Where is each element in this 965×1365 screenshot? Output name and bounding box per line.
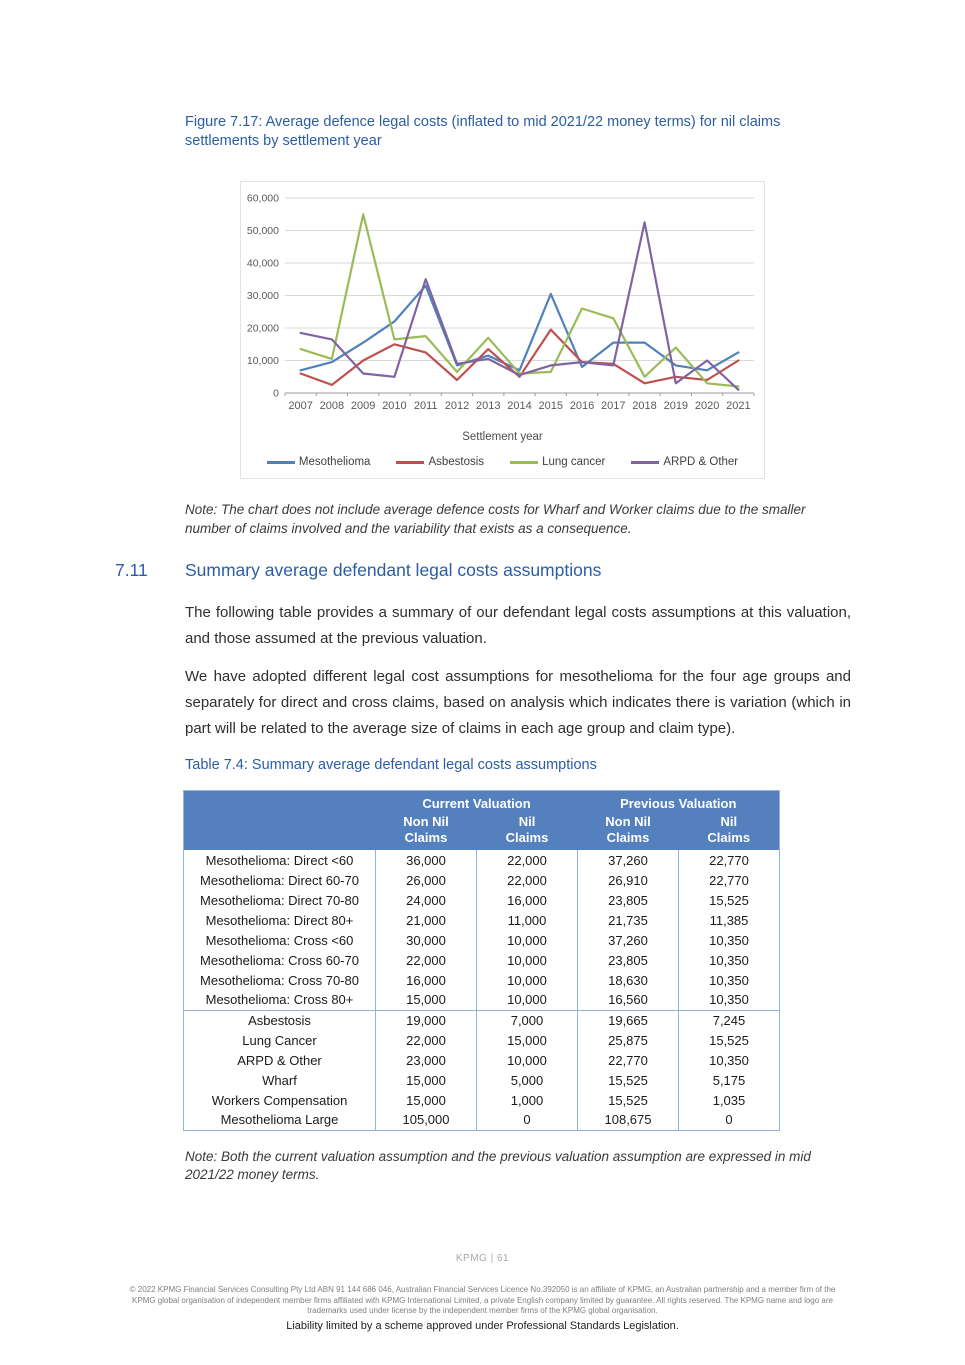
x-tick-label: 2017	[601, 400, 626, 412]
table-header	[184, 791, 780, 851]
table-note: Note: Both the current valuation assumption and the previous valuation assumption are expressed in mid 2021/22 money terms.	[185, 1148, 811, 1182]
paragraph: We have adopted different legal cost assumptions for mesothelioma for the four age groups and separately for direct and cross claims, based on analysis which indicates there is variation (which in part will be related to the average size of claims in each age group and claim type).	[185, 668, 851, 737]
x-tick-label: 2018	[632, 400, 657, 412]
x-tick-label: 2021	[726, 400, 751, 412]
value-cell: 22,770	[679, 850, 780, 870]
value-cell: 36,000	[376, 850, 477, 870]
row-label: Mesothelioma: Cross 70-80	[184, 970, 376, 990]
column-sub-header: Non Nil Claims	[578, 813, 679, 850]
table-row	[184, 1070, 780, 1090]
chart-legend	[241, 456, 764, 468]
table-row	[184, 1030, 780, 1050]
value-cell: 23,000	[376, 1050, 477, 1070]
legend-label: Lung cancer	[542, 456, 606, 468]
series-line-asbestosis	[301, 330, 739, 385]
value-cell: 15,525	[578, 1070, 679, 1090]
column-group-header: Current Valuation	[376, 791, 578, 814]
y-tick-label: 50,000	[246, 225, 279, 237]
value-cell: 26,910	[578, 870, 679, 890]
legend-item	[267, 456, 371, 468]
value-cell: 10,000	[477, 990, 578, 1010]
value-cell: 0	[679, 1110, 780, 1130]
figure-caption: Figure 7.17: Average defence legal costs (inflated to mid 2021/22 money terms) for nil claims settlements by settlement year	[185, 114, 781, 149]
value-cell: 16,000	[477, 890, 578, 910]
value-cell: 22,770	[578, 1050, 679, 1070]
value-cell: 7,245	[679, 1010, 780, 1030]
legend-line-swatch	[396, 461, 424, 464]
value-cell: 21,000	[376, 910, 477, 930]
value-cell: 16,560	[578, 990, 679, 1010]
row-label: Mesothelioma: Direct 60-70	[184, 870, 376, 890]
row-label: Mesothelioma: Direct <60	[184, 850, 376, 870]
x-tick-label: 2019	[663, 400, 689, 412]
x-tick-label: 2010	[382, 400, 407, 412]
value-cell: 15,000	[477, 1030, 578, 1050]
column-sub-header: Nil Claims	[679, 813, 780, 850]
column-group-header: Previous Valuation	[578, 791, 780, 814]
y-tick-label: 60,000	[246, 192, 279, 205]
page-footer	[0, 1253, 965, 1365]
value-cell: 22,000	[477, 870, 578, 890]
x-tick-label: 2020	[694, 400, 720, 412]
y-tick-label: 40,000	[246, 257, 279, 270]
row-label: Asbestosis	[184, 1010, 376, 1030]
y-tick-label: 30,000	[246, 290, 279, 302]
table-row	[184, 1110, 780, 1130]
value-cell: 10,350	[679, 930, 780, 950]
x-tick-label: 2013	[475, 400, 501, 412]
x-tick-label: 2011	[413, 400, 438, 412]
value-cell: 24,000	[376, 890, 477, 910]
table-row	[184, 1010, 780, 1030]
x-tick-label: 2009	[350, 400, 376, 412]
value-cell: 11,000	[477, 910, 578, 930]
value-cell: 1,000	[477, 1090, 578, 1110]
value-cell: 5,175	[679, 1070, 780, 1090]
value-cell: 15,000	[376, 1070, 477, 1090]
x-tick-label: 2016	[569, 400, 595, 412]
x-tick-label: 2007	[288, 400, 313, 412]
value-cell: 15,000	[376, 1090, 477, 1110]
value-cell: 7,000	[477, 1010, 578, 1030]
line-chart	[240, 181, 765, 479]
value-cell: 10,000	[477, 930, 578, 950]
value-cell: 37,260	[578, 850, 679, 870]
value-cell: 19,000	[376, 1010, 477, 1030]
value-cell: 22,000	[376, 1030, 477, 1050]
table-row	[184, 1050, 780, 1070]
row-label: ARPD & Other	[184, 1050, 376, 1070]
section-title: Summary average defendant legal costs assumptions	[185, 560, 602, 580]
value-cell: 10,000	[477, 950, 578, 970]
legend-item	[631, 456, 738, 468]
paragraph: The following table provides a summary of our defendant legal costs assumptions at this valuation, and those assumed at the previous valuation.	[185, 604, 851, 647]
value-cell: 22,000	[376, 950, 477, 970]
legend-label: ARPD & Other	[663, 456, 739, 468]
x-tick-label: 2014	[507, 400, 532, 412]
value-cell: 15,525	[679, 1030, 780, 1050]
value-cell: 10,000	[477, 1050, 578, 1070]
legend-line-swatch	[267, 461, 295, 464]
table-row	[184, 990, 780, 1010]
assumptions-table	[183, 790, 780, 1131]
legend-label: Asbestosis	[428, 456, 485, 468]
table-row	[184, 1090, 780, 1110]
value-cell: 19,665	[578, 1010, 679, 1030]
legend-item	[510, 456, 605, 468]
value-cell: 30,000	[376, 930, 477, 950]
legend-label: Mesothelioma	[298, 456, 371, 468]
value-cell: 10,350	[679, 950, 780, 970]
table-corner-cell	[184, 791, 376, 851]
value-cell: 0	[477, 1110, 578, 1130]
table-row	[184, 950, 780, 970]
table-caption: Table 7.4: Summary average defendant legal costs assumptions	[185, 757, 597, 773]
value-cell: 10,000	[477, 970, 578, 990]
value-cell: 1,035	[679, 1090, 780, 1110]
table-row	[184, 910, 780, 930]
y-tick-label: 20,000	[246, 322, 279, 335]
value-cell: 10,350	[679, 970, 780, 990]
chart-plot-area	[241, 186, 764, 424]
value-cell: 23,805	[578, 890, 679, 910]
row-label: Lung Cancer	[184, 1030, 376, 1050]
section-heading	[115, 560, 850, 581]
value-cell: 16,000	[376, 970, 477, 990]
y-tick-label: 10,000	[246, 355, 279, 367]
value-cell: 108,675	[578, 1110, 679, 1130]
column-sub-header: Non Nil Claims	[376, 813, 477, 850]
row-label: Mesothelioma: Direct 70-80	[184, 890, 376, 910]
x-axis-title: Settlement year	[462, 431, 543, 443]
legend-line-swatch	[510, 461, 538, 464]
table-row	[184, 850, 780, 870]
y-tick-label: 0	[273, 387, 279, 400]
legend-item	[396, 456, 484, 468]
value-cell: 22,000	[477, 850, 578, 870]
table-body	[184, 850, 780, 1130]
value-cell: 10,350	[679, 1050, 780, 1070]
value-cell: 18,630	[578, 970, 679, 990]
value-cell: 21,735	[578, 910, 679, 930]
section-number: 7.11	[115, 560, 148, 580]
liability-text: Liability limited by a scheme approved under Professional Standards Legislation.	[286, 1319, 679, 1332]
row-label: Mesothelioma: Cross 80+	[184, 990, 376, 1010]
value-cell: 15,525	[578, 1090, 679, 1110]
value-cell: 105,000	[376, 1110, 477, 1130]
row-label: Mesothelioma: Cross <60	[184, 930, 376, 950]
table-row	[184, 930, 780, 950]
row-label: Mesothelioma: Cross 60-70	[184, 950, 376, 970]
series-line-arpd-other	[301, 222, 739, 389]
row-label: Mesothelioma: Direct 80+	[184, 910, 376, 930]
value-cell: 23,805	[578, 950, 679, 970]
table-row	[184, 970, 780, 990]
page-number: KPMG | 61	[455, 1253, 510, 1264]
value-cell: 5,000	[477, 1070, 578, 1090]
x-tick-label: 2008	[319, 400, 345, 412]
copyright-text: © 2022 KPMG Financial Services Consulting Pty Ltd ABN 91 144 686 046, Australian Financial Services Licence No.392050 is an affiliate of KPMG, an Australian partnership and a member firm of the KPMG global organisation of independent member firms affiliated with KPMG International Limited, a private English company limited by guarantee. All rights reserved. The KPMG name and logo are trademarks used under license by the independent member firms of the KPMG global organisation.	[129, 1285, 836, 1315]
row-label: Mesothelioma Large	[184, 1110, 376, 1130]
table-row	[184, 870, 780, 890]
table-row	[184, 890, 780, 910]
row-label: Workers Compensation	[184, 1090, 376, 1110]
value-cell: 22,770	[679, 870, 780, 890]
row-label: Wharf	[184, 1070, 376, 1090]
value-cell: 11,385	[679, 910, 780, 930]
value-cell: 15,525	[679, 890, 780, 910]
value-cell: 37,260	[578, 930, 679, 950]
legend-line-swatch	[631, 461, 659, 464]
value-cell: 15,000	[376, 990, 477, 1010]
value-cell: 10,350	[679, 990, 780, 1010]
value-cell: 26,000	[376, 870, 477, 890]
x-tick-label: 2012	[444, 400, 470, 412]
value-cell: 25,875	[578, 1030, 679, 1050]
column-sub-header: Nil Claims	[477, 813, 578, 850]
figure-note: Note: The chart does not include average defence costs for Wharf and Worker claims due to the smaller number of claims involved and the variability that exists as a consequence.	[185, 502, 806, 536]
x-tick-label: 2015	[538, 400, 564, 412]
